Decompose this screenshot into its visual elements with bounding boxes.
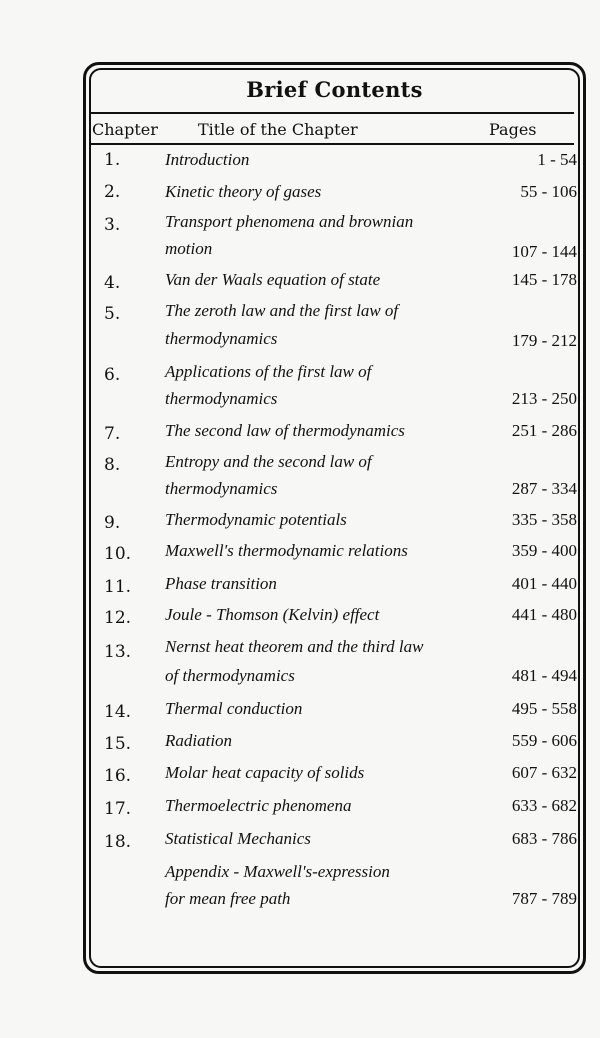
page-range: 683 - 786 [511, 829, 577, 848]
chapter-number: 1. [104, 150, 121, 170]
chapter-title: Radiation [165, 731, 233, 750]
chapter-number: 5. [104, 304, 121, 324]
page-range: 179 - 212 [511, 331, 577, 350]
chapter-number: 13. [104, 642, 132, 662]
chapter-title: Kinetic theory of gases [165, 182, 322, 201]
page-range: 787 - 789 [511, 889, 577, 908]
page-range: 633 - 682 [511, 796, 577, 815]
page-range: 359 - 400 [511, 541, 577, 560]
chapter-title-line1: Transport phenomena and brownian [165, 212, 414, 231]
chapter-title-line2: of thermodynamics [165, 666, 295, 685]
page-range: 495 - 558 [511, 699, 577, 718]
chapter-number: 18. [104, 832, 132, 852]
page-range: 607 - 632 [511, 763, 577, 782]
chapter-number: 6. [104, 365, 121, 385]
page-range: 251 - 286 [511, 421, 577, 440]
page-range: 213 - 250 [511, 389, 577, 408]
chapter-title: Introduction [165, 150, 250, 169]
chapter-title-line2: thermodynamics [165, 329, 278, 348]
chapter-title: Van der Waals equation of state [165, 270, 381, 289]
chapter-number: 2. [104, 182, 121, 202]
page-range: 107 - 144 [511, 242, 577, 261]
chapter-title-line1: The zeroth law and the first law of [165, 301, 399, 320]
chapter-title: Maxwell's thermodynamic relations [165, 541, 408, 560]
page-range: 335 - 358 [511, 510, 577, 529]
chapter-title: Joule - Thomson (Kelvin) effect [165, 605, 380, 624]
page-range: 287 - 334 [511, 479, 577, 498]
page-range: 1 - 54 [537, 150, 577, 169]
chapter-number: 8. [104, 455, 121, 475]
chapter-number: 15. [104, 734, 132, 754]
page-range: 559 - 606 [511, 731, 577, 750]
chapter-number: 17. [104, 799, 132, 819]
chapter-title-line2: thermodynamics [165, 479, 278, 498]
chapter-title: Statistical Mechanics [165, 829, 311, 848]
chapter-title-line1: Applications of the first law of [165, 362, 372, 381]
chapter-title: Thermoelectric phenomena [165, 796, 352, 815]
page-range: 55 - 106 [520, 182, 577, 201]
chapter-title-line2: motion [165, 239, 213, 258]
table-header [89, 112, 574, 145]
chapter-number: 11. [104, 577, 132, 597]
page-range: 441 - 480 [511, 605, 577, 624]
chapter-title: Molar heat capacity of solids [165, 763, 365, 782]
chapter-title-line2: thermodynamics [165, 389, 278, 408]
chapter-title: Thermodynamic potentials [165, 510, 347, 529]
chapter-title-line1: Appendix - Maxwell's-expression [165, 862, 390, 881]
chapter-title-line2: for mean free path [165, 889, 291, 908]
page-range: 145 - 178 [511, 270, 577, 289]
page-range: 401 - 440 [511, 574, 577, 593]
chapter-number: 4. [104, 273, 121, 293]
page-title: Brief Contents [246, 77, 423, 102]
chapter-number: 3. [104, 215, 121, 235]
header-title: Title of the Chapter [198, 120, 358, 139]
chapter-title-line1: Entropy and the second law of [165, 452, 372, 471]
chapter-title: Thermal conduction [165, 699, 303, 718]
chapter-title-line1: Nernst heat theorem and the third law [165, 637, 424, 656]
page-range: 481 - 494 [511, 666, 577, 685]
chapter-number: 12. [104, 608, 132, 628]
chapter-number: 14. [104, 702, 132, 722]
header-pages: Pages [489, 120, 537, 139]
chapter-number: 16. [104, 766, 132, 786]
header-chapter: Chapter [92, 120, 158, 139]
chapter-title: The second law of thermodynamics [165, 421, 405, 440]
chapter-number: 9. [104, 513, 121, 533]
chapter-number: 10. [104, 544, 132, 564]
chapter-title: Phase transition [165, 574, 277, 593]
chapter-number: 7. [104, 424, 121, 444]
